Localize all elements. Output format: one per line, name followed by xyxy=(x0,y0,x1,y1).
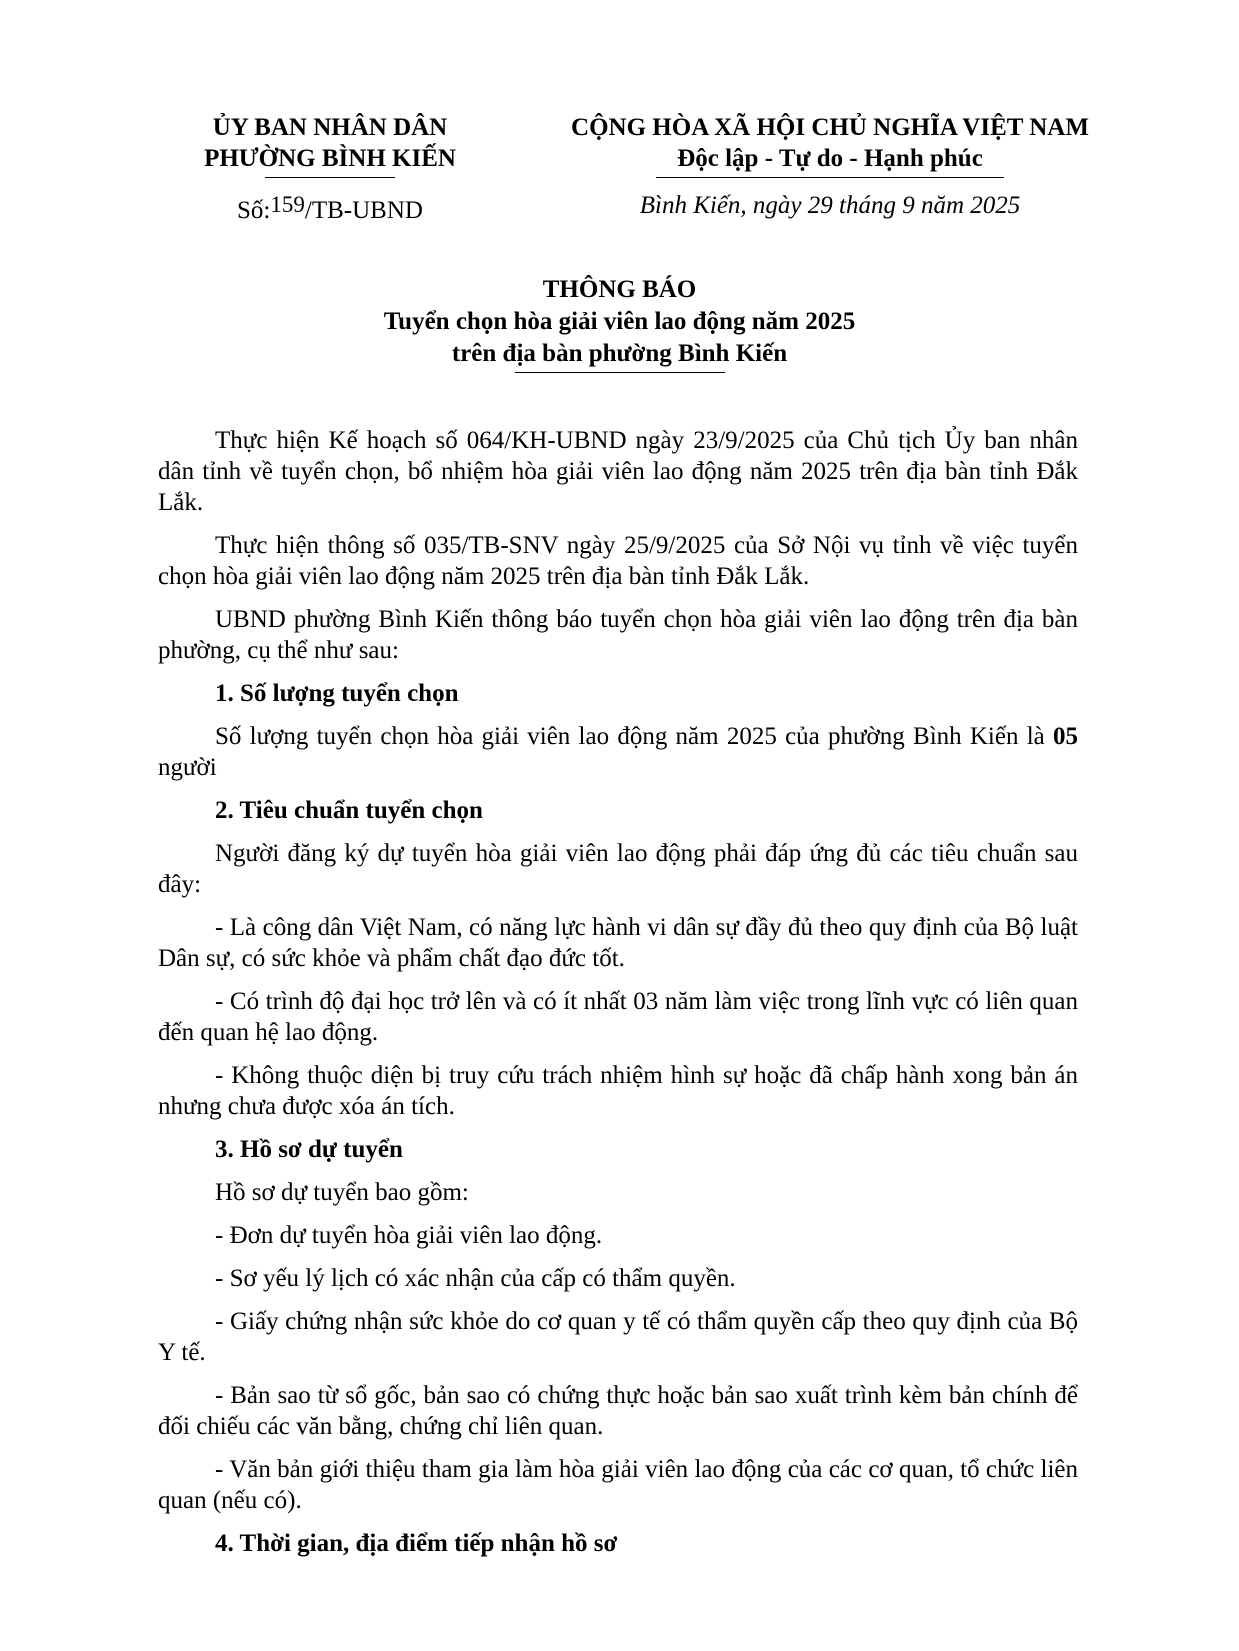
criteria-item: - Có trình độ đại học trở lên và có ít nhất 03 năm làm việc trong lĩnh vực có liên quan đến quan hệ lao động. xyxy=(158,988,1078,1046)
document-type-heading: THÔNG BÁO xyxy=(542,276,697,303)
motto-underline xyxy=(656,177,1004,178)
dossier-item: - Văn bản giới thiệu tham gia làm hòa giải viên lao động của các cơ quan, tổ chức liên quan (nếu có). xyxy=(158,1456,1078,1514)
section-1-text-b: người xyxy=(158,754,217,781)
section-2-intro: Người đăng ký dự tuyển hòa giải viên lao động phải đáp ứng đủ các tiêu chuẩn sau đây: xyxy=(158,840,1078,898)
section-1-text xyxy=(158,721,1078,783)
paragraph-announcement: UBND phường Bình Kiến thông báo tuyển chọn hòa giải viên lao động trên địa bàn phường, cụ thể như sau: xyxy=(158,606,1078,664)
criteria-item: - Là công dân Việt Nam, có năng lực hành vi dân sự đầy đủ theo quy định của Bộ luật Dân sự, có sức khỏe và phẩm chất đạo đức tốt. xyxy=(158,914,1078,972)
section-3-heading: 3. Hồ sơ dự tuyển xyxy=(215,1136,403,1163)
dossier-item: - Giấy chứng nhận sức khỏe do cơ quan y tế có thẩm quyền cấp theo quy định của Bộ Y tế. xyxy=(158,1308,1078,1366)
document-subtitle-line2: trên địa bàn phường Bình Kiến xyxy=(451,340,788,367)
section-1-text-a: Số lượng tuyển chọn hòa giải viên lao động năm 2025 của phường Bình Kiến là xyxy=(215,723,1053,750)
section-2-heading: 2. Tiêu chuẩn tuyển chọn xyxy=(215,797,483,824)
paragraph-basis-plan: Thực hiện Kế hoạch số 064/KH-UBND ngày 23/9/2025 của Chủ tịch Ủy ban nhân dân tỉnh về tuyển chọn, bổ nhiệm hòa giải viên lao động năm 2025 trên địa bàn tỉnh Đắk Lắk. xyxy=(158,427,1078,516)
document-number-value: 159 xyxy=(270,192,305,217)
document-title-block xyxy=(0,274,1239,373)
dossier-item: - Bản sao từ sổ gốc, bản sao có chứng thực hoặc bản sao xuất trình kèm bản chính để đối chiếu các văn bằng, chứng chỉ liên quan. xyxy=(158,1382,1078,1440)
document-number-suffix: /TB-UBND xyxy=(304,197,423,224)
authority-name-line2: PHƯỜNG BÌNH KIẾN xyxy=(204,145,456,172)
title-underline xyxy=(515,372,725,373)
dossier-item: - Đơn dự tuyển hòa giải viên lao động. xyxy=(215,1222,603,1249)
authority-underline xyxy=(265,177,395,178)
issue-date: Bình Kiến, ngày 29 tháng 9 năm 2025 xyxy=(639,192,1021,219)
document-subtitle-line1: Tuyển chọn hòa giải viên lao động năm 2025 xyxy=(383,308,856,335)
national-motto: Độc lập - Tự do - Hạnh phúc xyxy=(677,145,983,172)
section-4-heading: 4. Thời gian, địa điểm tiếp nhận hồ sơ xyxy=(215,1530,618,1557)
section-1-heading: 1. Số lượng tuyển chọn xyxy=(215,680,459,707)
document-body xyxy=(158,425,1078,1571)
document-number-prefix: Số: xyxy=(237,197,271,224)
recruit-count: 05 xyxy=(1053,723,1078,750)
dossier-item: - Sơ yếu lý lịch có xác nhận của cấp có thẩm quyền. xyxy=(215,1265,736,1292)
section-3-intro: Hồ sơ dự tuyển bao gồm: xyxy=(215,1179,469,1206)
criteria-item: - Không thuộc diện bị truy cứu trách nhiệm hình sự hoặc đã chấp hành xong bản án nhưng chưa được xóa án tích. xyxy=(158,1062,1078,1120)
national-header-block xyxy=(560,112,1100,220)
national-title: CỘNG HÒA XÃ HỘI CHỦ NGHĨA VIỆT NAM xyxy=(571,114,1089,141)
issuing-authority-block xyxy=(180,112,480,225)
paragraph-basis-notice: Thực hiện thông số 035/TB-SNV ngày 25/9/2025 của Sở Nội vụ tỉnh về việc tuyển chọn hòa giải viên lao động năm 2025 trên địa bàn tỉnh Đắk Lắk. xyxy=(158,532,1078,590)
authority-name-line1: ỦY BAN NHÂN DÂN xyxy=(212,114,448,141)
document-number xyxy=(180,192,480,225)
